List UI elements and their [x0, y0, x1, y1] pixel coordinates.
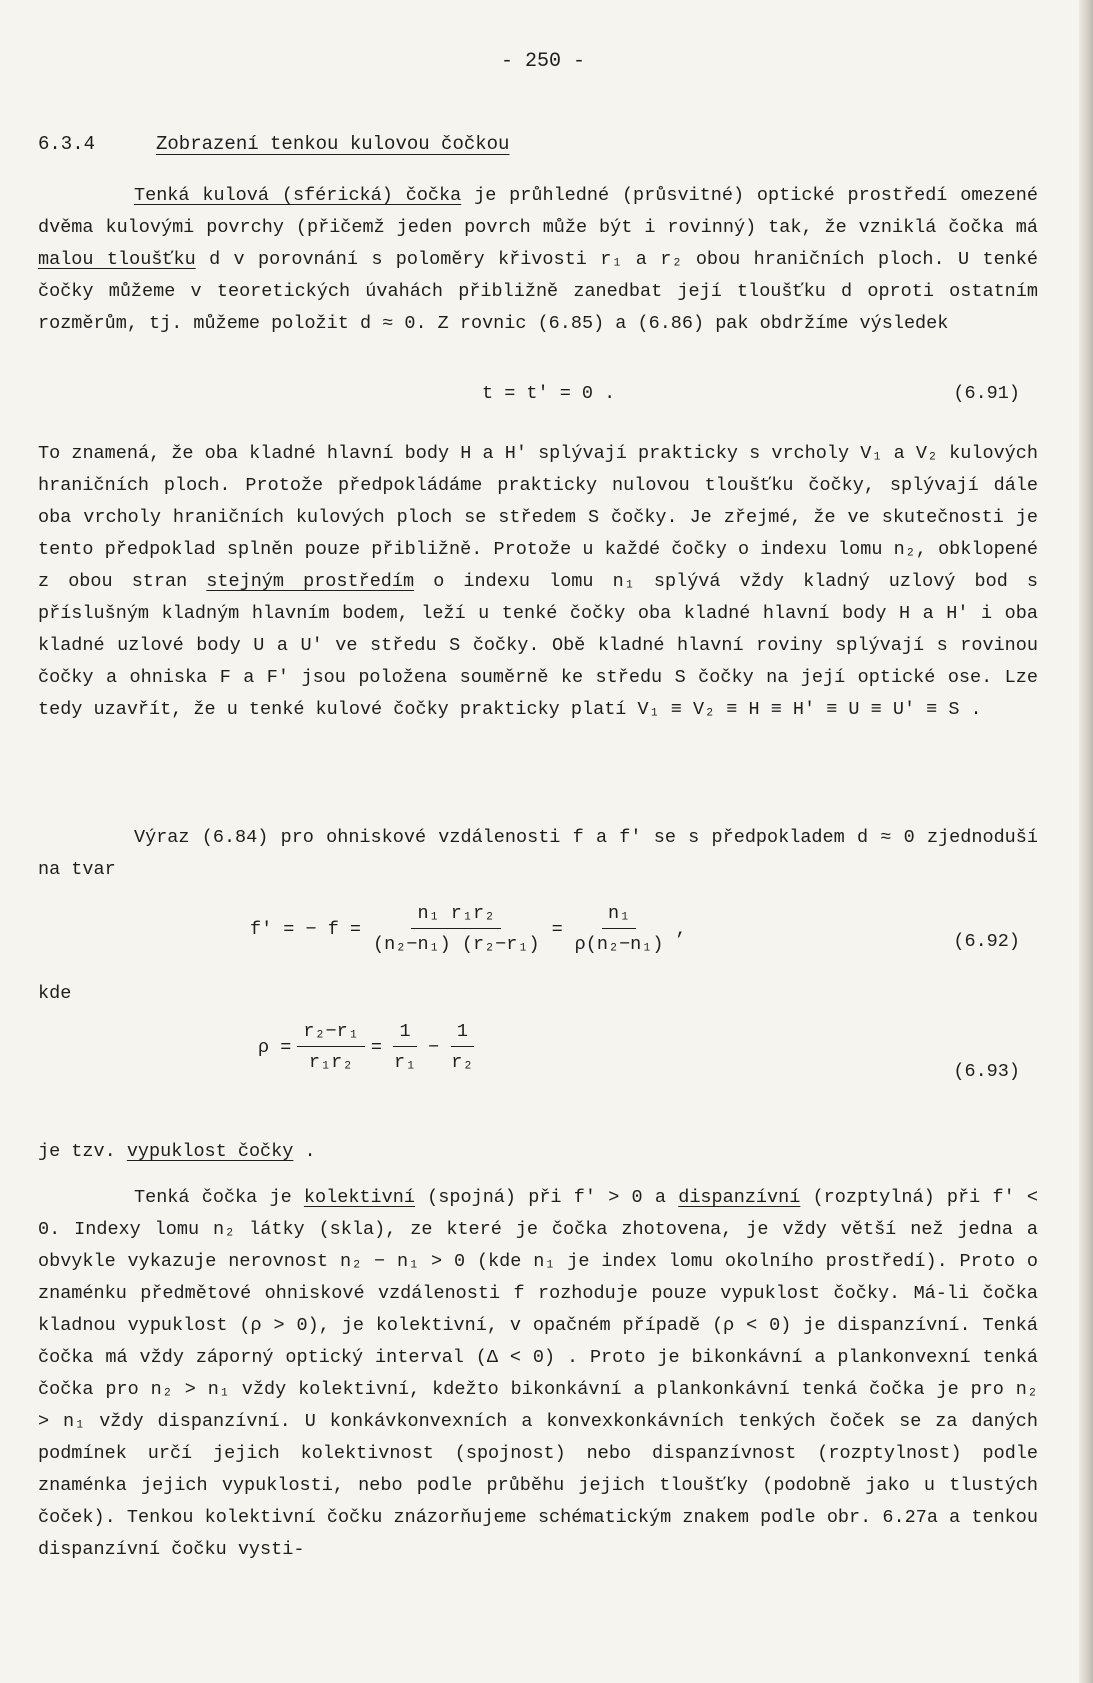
section-number: 6.3.4 [38, 133, 96, 155]
fraction-vergence-1: $\frac{\text{r₂−r₁}}{\text{r₁r₂}}$ [297, 1020, 365, 1075]
equation-6-91 [38, 378, 1048, 418]
page-number: - 250 - [500, 50, 585, 73]
document-page [38, 0, 1048, 1683]
paragraph-definition: Tenká kulová (sférická) čočka je průhledné (průsvitné) optické prostředí omezené dvěma kulovými povrchy (přičemž jeden povrch může být i rovinný) tak, že vzniklá čočka má malou tloušťku d v porovnání s poloměry křivosti r₁ a r₂ obou hraničních ploch. U tenké čočky můžeme v teoretických úvahách přibližně zanedbat její tloušťku d oproti ostatním rozměrům, tj. můžeme položit d ≈ 0. Z rovnic (6.85) a (6.86) pak obdržíme výsledek [38, 185, 1038, 334]
term-thin-lens: Tenká kulová (sférická) čočka [134, 185, 462, 206]
section-heading [38, 128, 509, 160]
equation-6-92-number: (6.92) [953, 931, 1020, 952]
equation-6-93-number: (6.93) [953, 1061, 1020, 1082]
page-edge-shadow [1079, 0, 1093, 1683]
term-collective: kolektivní [303, 1187, 415, 1208]
term-dispersive: dispanzívní [678, 1187, 801, 1208]
section-title: Zobrazení tenkou kulovou čočkou [156, 133, 510, 155]
equation-6-92-lhs: f′ = − f = [250, 918, 362, 940]
fraction-focal-2: $\frac{\text{n₁}}{\text{ρ(n₂−n₁)}}$ [574, 903, 664, 955]
term-small-thickness: malou tloušťku [38, 249, 196, 270]
paragraph-vergence-def: je tzv. vypuklost čočky . [38, 1141, 316, 1162]
equation-6-91-expr: t = t′ = 0 . [482, 383, 616, 404]
term-same-medium: stejným prostředím [206, 571, 415, 592]
equation-6-91-number: (6.91) [953, 383, 1020, 404]
equation-6-93-lhs: ρ = [258, 1036, 292, 1058]
word-kde: kde [38, 983, 72, 1004]
equation-6-93: ρ = $\frac{\text{r₂−r₁}}{\text{r₁r₂}}$ = $\frac{1}{\text{r₁}}$ − $\frac{1}{\text{r₂}}$ [258, 1020, 485, 1075]
fraction-vergence-2: $\frac{1}{\text{r₁}}$ [393, 1021, 417, 1073]
term-vergence: vypuklost čočky [126, 1141, 294, 1162]
equation-6-92: f′ = − f = $\frac{\text{n₁ r₁r₂}}{\text{(n₂−n₁) (r₂−r₁)}}$ = $\frac{\text{n₁}}{\text{ρ(n₂−n₁)}}$ , [250, 903, 687, 955]
fraction-vergence-3: $\frac{1}{\text{r₂}}$ [451, 1021, 474, 1073]
fraction-focal-1: $\frac{\text{n₁ r₁r₂}}{\text{(n₂−n₁) (r₂−r₁)}}$ [373, 903, 540, 955]
paragraph-lens-types: Tenká čočka je kolektivní (spojná) při f′ > 0 a dispanzívní (rozptylná) při f′ < 0. Indexy lomu n₂ látky (skla), ze které je čočka zhotovena, je vždy větší než jedna a obvykle vykazuje nerovnost n₂ − n₁ > 0 (kde n₁ je index lomu okolního prostředí). Proto o znaménku předmětové ohniskové vzdálenosti f rozhoduje pouze vypuklost čočky. Má-li čočka kladnou vypuklost (ρ > 0), je kolektivní, v opačném případě (ρ < 0) je dispanzívní. Tenká čočka má vždy záporný optický interval (Δ < 0) . Proto je bikonkávní a plankonvexní tenká čočka pro n₂ > n₁ vždy kolektivní, kdežto bikonkávní a plankonkávní tenká čočka je pro n₂ > n₁ vždy dispanzívní. U konkávkonvexních a konvexkonkávních tenkých čoček se za daných podmínek určí jejich kolektivnost (spojnost) nebo dispanzívnost (rozptylnost) podle znaménka jejich vypuklosti, nebo podle průběhu jejich tloušťky (podobně jako u tlustých čoček). Tenkou kolektivní čočku znázorňujeme schématickým znakem podle obr. 6.27a a tenkou dispanzívní čočku vysti- [38, 1187, 1039, 1560]
paragraph-focal-expression: Výraz (6.84) pro ohniskové vzdálenosti f a f′ se s předpokladem d ≈ 0 zjednoduší na tvar [38, 827, 1038, 880]
paragraph-principal-points: To znamená, že oba kladné hlavní body H a H′ splývají prakticky s vrcholy V₁ a V₂ kulových hraničních ploch. Protože předpokládáme prakticky nulovou tloušťku čočky, splývají dále oba vrcholy hraničních kulových ploch se středem S čočky. Je zřejmé, že ve skutečnosti je tento předpoklad splněn pouze přibližně. Protože u každé čočky o indexu lomu n₂, obklopené z obou stran stejným prostředím o indexu lomu n₁ splývá vždy kladný uzlový bod s příslušným kladným hlavním bodem, leží u tenké čočky oba kladné hlavní body H a H′ i oba kladné uzlové body U a U′ ve středu S čočky. Obě kladné hlavní roviny splývají s rovinou čočky a ohniska F a F′ jsou položena souměrně ke středu S čočky na její optické ose. Lze tedy uzavřít, že u tenké kulové čočky prakticky platí V₁ ≡ V₂ ≡ H ≡ H′ ≡ U ≡ U′ ≡ S . [38, 443, 1038, 720]
